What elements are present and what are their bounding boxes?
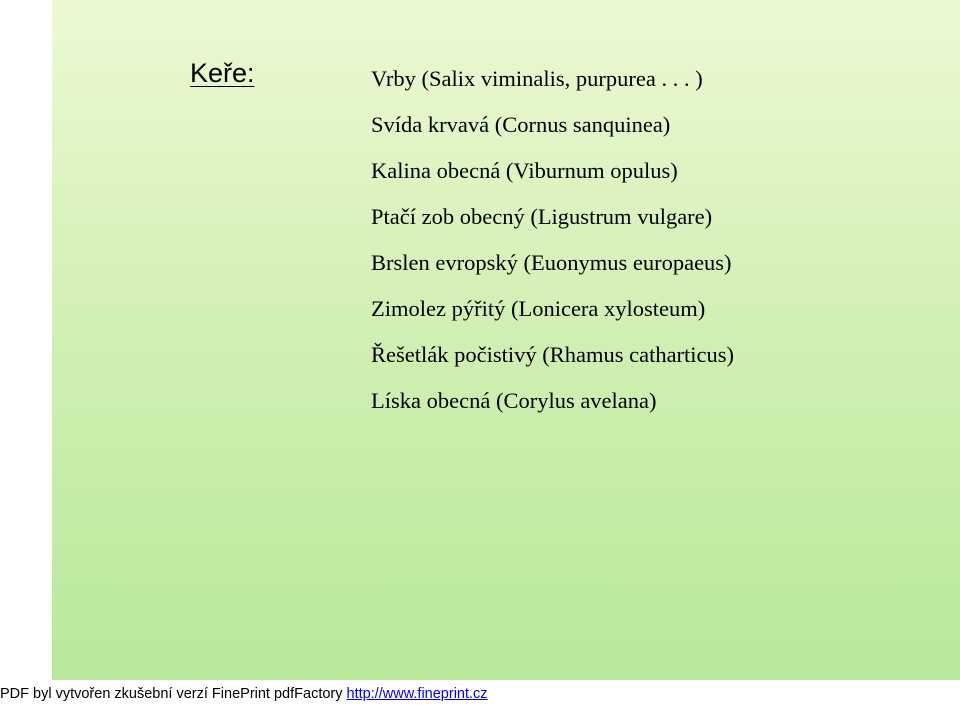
list-item: Řešetlák počistivý (Rhamus catharticus) (371, 342, 735, 367)
pdf-footer (0, 684, 488, 704)
footer-text: PDF byl vytvořen zkušební verzí FinePrint pdfFactory (0, 686, 347, 702)
shrub-list (371, 62, 734, 430)
list-item: Vrby (Salix viminalis, purpurea . . . ) (371, 66, 703, 91)
footer-link[interactable]: http://www.fineprint.cz (346, 686, 488, 702)
list-item: Zimolez pýřitý (Lonicera xylosteum) (371, 296, 706, 321)
list-item: Svída krvavá (Cornus sanquinea) (371, 112, 671, 137)
slide-heading: Keře: (190, 58, 255, 88)
list-item: Ptačí zob obecný (Ligustrum vulgare) (371, 204, 713, 229)
list-item: Líska obecná (Corylus avelana) (371, 388, 657, 413)
list-item: Brslen evropský (Euonymus europaeus) (371, 250, 732, 275)
list-item: Kalina obecná (Viburnum opulus) (371, 158, 678, 183)
slide (52, 0, 960, 680)
